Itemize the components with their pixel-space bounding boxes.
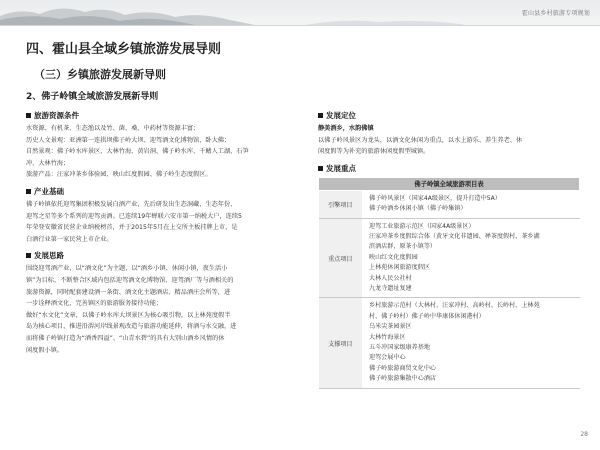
row-category: 支撑项目: [319, 298, 363, 388]
resources-line: 冲、大林竹海；: [26, 159, 70, 167]
industry-line: 年荣登安徽省民营企业纳税榜首，并于2015年5月在上交所主板挂牌上市，是: [26, 224, 238, 232]
row-items: 乡村旅游示范村（大林村、汪家冲村、高岭村、长岭村、上林苑 村、佛子岭村）佛子岭中华康体休闲港村） 乌米尖茶园景区 大林竹海景区 五斗冲国家级康养基地 迎驾会展中心 佛子岭旅游商贸文化中心 佛子岭旅游集散中心酒店: [363, 298, 580, 388]
row-category: 引擎项目: [319, 190, 363, 218]
resources-line: 自然景观：佛子岭水库景区、大林竹海、黄岩洞、佛子岭水库、千鳍人工湖、石笋: [26, 148, 249, 156]
square-bullet-icon: [26, 189, 31, 194]
ideas-heading: 发展思路: [26, 250, 298, 261]
header-brand: 霍山县乡村旅游专项规划: [521, 10, 590, 17]
table-row: [319, 298, 580, 388]
industry-line: 迎驾之星等多个系列的迎驾贡酒。已连续19年蝉联六安市第一纳税大户，连续5: [26, 212, 242, 220]
ideas-line: 镇”为目标，不断整合区域内包括迎驾酒文化博物馆、迎驾酒厂等与酒相关的: [26, 276, 234, 284]
focus-heading: 发展重点: [318, 163, 580, 174]
industry-line: 白酒行业第一家民营上市企业。: [26, 235, 113, 243]
resources-line: 历史人文景观：亚洲第一连拱坝佛子岭大坝、迎驾酒文化博物馆、卧大佛；: [26, 136, 231, 144]
ideas-line: 旅游资源，同时配套建设酒一条街、酒文化主题酒店、精品酒庄会所等，进: [26, 288, 231, 296]
square-bullet-icon: [26, 253, 31, 258]
square-bullet-icon: [318, 113, 323, 118]
square-bullet-icon: [318, 166, 323, 171]
ideas-line: 而将佛子岭镇打造为“酒香四溢”、“山青水碧”的具有大别山酒乡风情的休: [26, 334, 225, 342]
ideas-line: 岛为核心项目，推进沿淠河岸线景观改造与旅游功能延伸，将酒与水交融，进: [26, 323, 237, 331]
table-row: [319, 218, 580, 298]
section-title: 四、霍山县全域乡镇旅游发展导则: [26, 42, 222, 57]
resources-line: 水资源、有机茶、生态渔以及竹、菌、桑、中药材等资源丰富；: [26, 125, 200, 132]
page-number: 28: [580, 431, 588, 438]
positioning-slogan: 静美酒乡，水韵佛镇: [318, 125, 374, 132]
left-column: [26, 110, 298, 357]
ideas-line: 围绕迎驾酒产业，以“酒文化”为主题，以“酒乡小镇、休闲小镇，夜生活小: [26, 265, 228, 273]
mountain-landscape-icon: [0, 0, 600, 26]
row-items: 迎驾工业旅游示范区（国家4A级景区） 汪家冲茶乡度假综合体（黄牙文化非遗园、禅茶度假村、茶乡湖 滨酒店群，原茶小镇等） 映山红文化度假园 上林苑休闲旅游度假区 大林人民公社村 九龙寺遗址复建: [363, 218, 580, 298]
subsubsection-title: 2、佛子岭镇全域旅游发展新导则: [26, 92, 159, 102]
table-row: [319, 190, 580, 218]
ideas-line: 做好“水文化”文章，以佛子岭水库大坝景区为核心吸引物，以上林苑度假半: [26, 311, 231, 319]
positioning-heading: 发展定位: [318, 110, 580, 121]
ideas-line: 闲度假小镇。: [26, 346, 64, 354]
resources-heading: 旅游资源条件: [26, 110, 298, 121]
positioning-line: 闲度假等为补充的旅游休闲度假型城镇。: [318, 148, 430, 156]
ideas-line: 一步诠释酒文化，完善镇区的旅游服务接待功能；: [26, 300, 163, 308]
square-bullet-icon: [26, 113, 31, 118]
row-items: 佛子岭风景区（国家4A级景区，提升打造中5A） 佛子岭酒乡休闲小镇（佛子岭集镇）: [363, 190, 580, 218]
subsection-title: （三）乡镇旅游发展新导则: [34, 68, 166, 81]
positioning-line: 以佛子岭风景区为龙头，以酒文化休闲为重点，以水上游乐、养生养老、休: [318, 136, 523, 144]
industry-heading: 产业基础: [26, 186, 298, 197]
header-banner: [0, 0, 600, 26]
table-title: 佛子岭镇全域旅游项目表: [319, 177, 580, 190]
right-column: [318, 110, 580, 389]
resources-line: 旅游产品：汪家冲茶乡体验园、映山红度假园、佛子岭生态度假区。: [26, 171, 212, 179]
project-table: [318, 177, 580, 389]
row-category: 重点项目: [319, 218, 363, 298]
industry-line: 佛子岭镇依托迎驾集团积极发展白酒产业，先后研发出生态洞藏、生态年份、: [26, 200, 237, 208]
